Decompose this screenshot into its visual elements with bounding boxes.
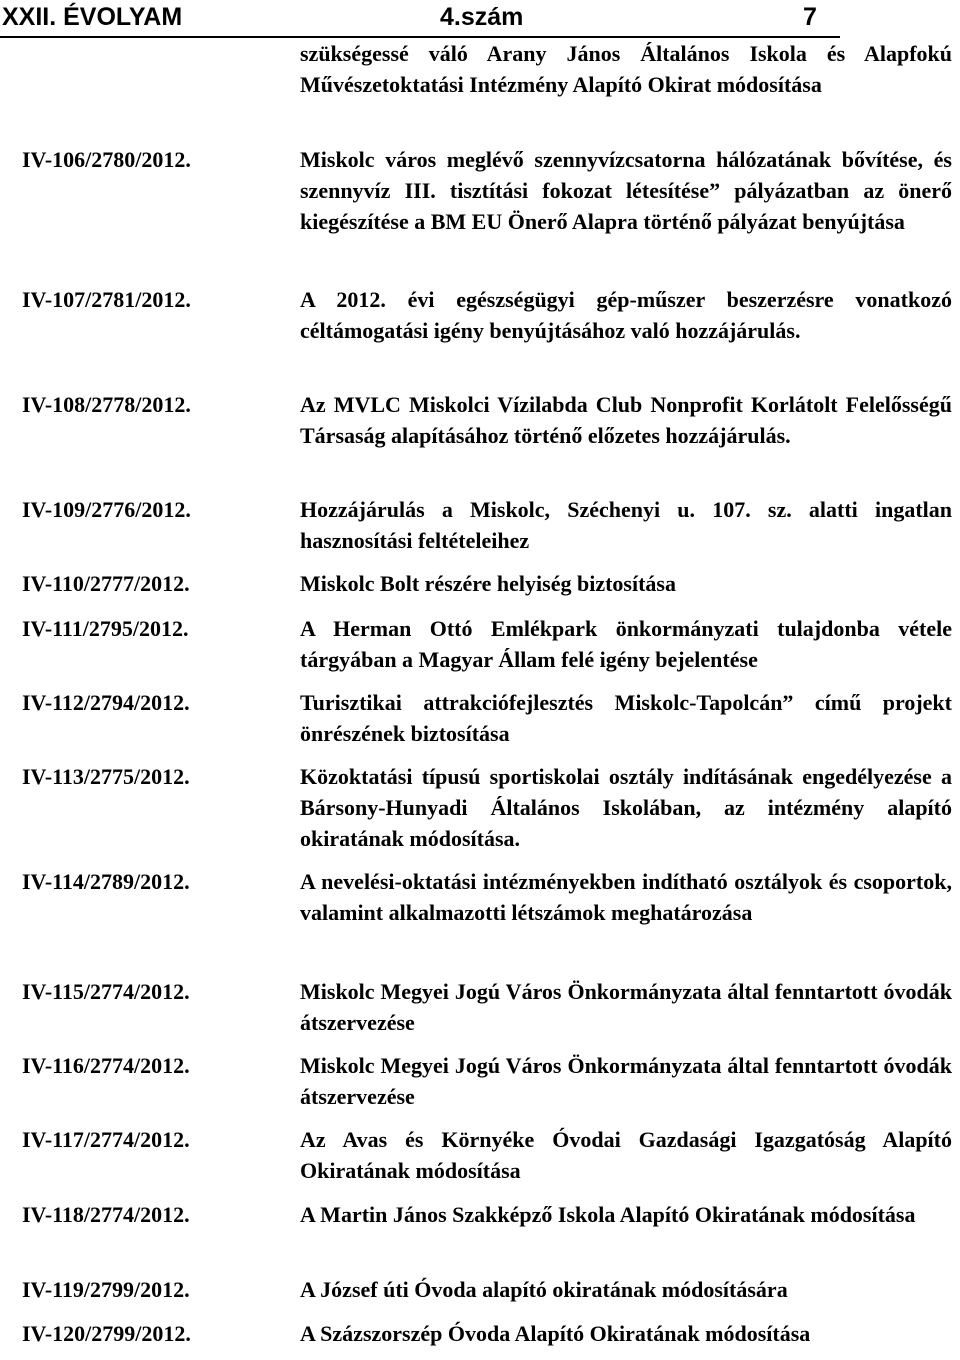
resolution-code: IV-109/2776/2012. xyxy=(22,497,191,522)
resolution-description: Közoktatási típusú sportiskolai osztály indításának engedélyezése a Bársony-Hunyadi Általános Iskolában, az intézmény alapító okiratának módosítása. xyxy=(300,764,952,851)
page-header xyxy=(0,0,840,38)
resolution-description: A Martin János Szakképző Iskola Alapító Okiratának módosítása xyxy=(300,1202,916,1227)
resolution-description: Az MVLC Miskolci Vízilabda Club Nonprofit Korlátolt Felelősségű Társaság alapításához történő előzetes hozzájárulás. xyxy=(300,392,952,448)
resolution-code: IV-120/2799/2012. xyxy=(22,1321,191,1346)
resolution-code: IV-110/2777/2012. xyxy=(22,571,190,596)
resolution-description: Miskolc Bolt részére helyiség biztosítása xyxy=(300,571,676,596)
resolution-description: Az Avas és Környéke Óvodai Gazdasági Igazgatóság Alapító Okiratának módosítása xyxy=(300,1127,952,1183)
resolution-code: IV-111/2795/2012. xyxy=(22,616,189,641)
resolution-description: A Százszorszép Óvoda Alapító Okiratának módosítása xyxy=(300,1321,811,1346)
volume-label: XXII. ÉVOLYAM xyxy=(2,3,183,31)
resolution-code: IV-118/2774/2012. xyxy=(22,1202,190,1227)
resolution-code: IV-106/2780/2012. xyxy=(22,147,191,172)
resolution-code: IV-115/2774/2012. xyxy=(22,979,190,1004)
resolution-description: Miskolc Megyei Jogú Város Önkormányzata által fenntartott óvodák átszervezése xyxy=(300,979,952,1035)
resolution-code: IV-116/2774/2012. xyxy=(22,1053,190,1078)
resolution-description: Miskolc Megyei Jogú Város Önkormányzata által fenntartott óvodák átszervezése xyxy=(300,1053,952,1109)
resolution-description: A Herman Ottó Emlékpark önkormányzati tulajdonba vétele tárgyában a Magyar Állam felé igény bejelentése xyxy=(300,616,952,672)
resolution-description: Miskolc város meglévő szennyvízcsatorna hálózatának bővítése, és szennyvíz III. tisztítási fokozat létesítése” pályázatban az önerő kiegészítése a BM EU Önerő Alapra történő pályázat benyújtása xyxy=(300,147,952,234)
resolution-code: IV-113/2775/2012. xyxy=(22,764,190,789)
resolution-description: A nevelési-oktatási intézményekben indítható osztályok és csoportok, valamint alkalmazotti létszámok meghatározása xyxy=(300,869,952,925)
resolution-description: Hozzájárulás a Miskolc, Széchenyi u. 107. sz. alatti ingatlan hasznosítási feltételeihez xyxy=(300,497,952,553)
resolution-code: IV-108/2778/2012. xyxy=(22,392,191,417)
resolution-code: IV-114/2789/2012. xyxy=(22,869,190,894)
resolution-description: A József úti Óvoda alapító okiratának módosítására xyxy=(300,1277,788,1302)
resolution-code: IV-117/2774/2012. xyxy=(22,1127,190,1152)
resolution-description: Turisztikai attrakciófejlesztés Miskolc-Tapolcán” című projekt önrészének biztosítása xyxy=(300,690,952,746)
resolution-description: szükségessé váló Arany János Általános Iskola és Alapfokú Művészetoktatási Intézmény Alapító Okirat módosítása xyxy=(300,41,952,97)
issue-label: 4.szám xyxy=(440,3,524,31)
resolution-code: IV-119/2799/2012. xyxy=(22,1277,190,1302)
resolution-code: IV-112/2794/2012. xyxy=(22,690,190,715)
resolution-code: IV-107/2781/2012. xyxy=(22,287,191,312)
resolution-description: A 2012. évi egészségügyi gép-műszer beszerzésre vonatkozó céltámogatási igény benyújtásához való hozzájárulás. xyxy=(300,287,952,343)
page-number: 7 xyxy=(803,3,817,31)
